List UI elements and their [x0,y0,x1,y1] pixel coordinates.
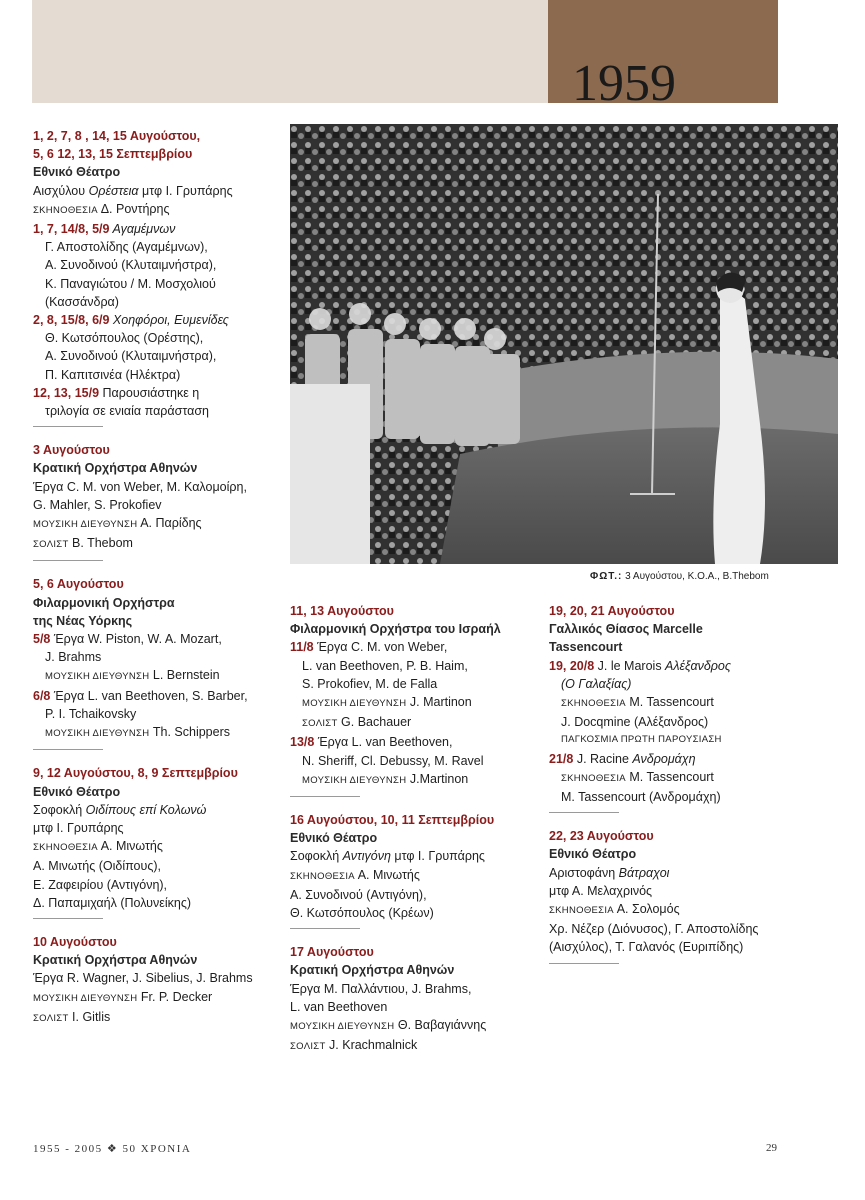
event-date: 16 Αυγούστου, 10, 11 Σεπτεμβρίου [290,813,495,828]
event-performance: 1, 7, 14/8, 5/9 Αγαμέμνων [33,222,176,237]
event-date: 5, 6 Αυγούστου [33,577,124,592]
header-band [32,0,548,103]
event-venue: Γαλλικός Θίασος Marcelle [549,622,703,637]
cast-line: (Κασσάνδρα) [45,294,119,309]
footer-title: 1955 - 2005 ❖ 50 ΧΡΟΝΙΑ [33,1143,192,1155]
cast-line: Α. Συνοδινού (Κλυταιμνήστρα), [45,258,217,273]
event-date: 1, 2, 7, 8 , 14, 15 Αυγούστου, [33,129,201,143]
page-number: 29 [766,1142,777,1154]
event-french-troupe: 19, 20, 21 Αυγούστου Γαλλικός Θίασος Marcelle Tassencourt 19, 20/8 J. le Marois Αλέξανδρος (Ο Γαλαξίας) ΣΚΗΝΟΘΕΣΙΑ M. Tassencourt J. Docqmine (Αλέξανδρος) ΠΑΓΚΟΣΜΙΑ ΠΡΩΤΗ ΠΑΡΟΥΣΙΑΣΗ 21/8 J. Racine Ανδρομάχη ΣΚΗΝΟΘΕΣΙΑ M. Tassencourt M. Tassencourt (Ανδρομάχη) [549,602,839,806]
cast-line: Π. Καπιτσινέα (Ηλέκτρα) [45,367,181,382]
event-performance: 12, 13, 15/9 Παρουσιάστηκε η [33,385,200,400]
event-venue: Φιλαρμονική Ορχήστρα [33,595,175,610]
event-date: 17 Αυγούστου [290,945,374,960]
event-director: ΣΚΗΝΟΘΕΣΙΑ Δ. Ροντήρης [33,201,170,216]
event-state-orchestra-3: 3 Αυγούστου Κρατική Ορχήστρα Αθηνών Έργα C. M. von Weber, Μ. Καλομοίρη, G. Mahler, S. Prokofiev ΜΟΥΣΙΚΗ ΔΙΕΥΘΥΝΣΗ Α. Παρίδης ΣΟΛΙΣΤ B. Thebom [33,441,288,554]
divider [549,963,619,964]
event-date: 3 Αυγούστου [33,443,110,458]
event-venue: Tassencourt [549,640,623,655]
divider [33,560,103,561]
cast-line: Γ. Αποστολίδης (Αγαμέμνων), [45,240,208,255]
event-antigone: 16 Αυγούστου, 10, 11 Σεπτεμβρίου Εθνικό Θέατρο Σοφοκλή Αντιγόνη μτφ Ι. Γρυπάρης ΣΚΗΝΟΘΕΣΙΑ Α. Μινωτής Α. Συνοδινού (Αντιγόνη), Θ. Κωτσόπουλος (Κρέων) [290,811,545,922]
cast-line: Κ. Παναγιώτου / Μ. Μοσχολιού [45,276,216,291]
event-performance: 2, 8, 15/8, 6/9 Χοηφόροι, Ευμενίδες [33,313,229,328]
event-venue: της Νέας Υόρκης [33,613,133,628]
year-title: 1959 [572,55,676,112]
event-venue: Φιλαρμονική Ορχήστρα του Ισραήλ [290,622,501,637]
photo-caption: ΦΩΤ.: 3 Αυγούστου, Κ.Ο.Α., B.Thebom [590,571,769,582]
photo-illustration [290,124,838,564]
event-date: 10 Αυγούστου [33,934,117,949]
event-oresteia [33,127,288,420]
event-venue: Εθνικό Θέατρο [33,784,121,799]
event-date: 22, 23 Αυγούστου [549,829,654,844]
cast-line: Α. Συνοδινού (Κλυταιμνήστρα), [45,349,217,364]
column-left [33,127,288,1034]
divider [549,812,619,813]
event-oedipus: 9, 12 Αυγούστου, 8, 9 Σεπτεμβρίου Εθνικό Θέατρο Σοφοκλή Οιδίπους επί Κολωνώ μτφ Ι. Γρυπάρης ΣΚΗΝΟΘΕΣΙΑ Α. Μινωτής Α. Μινωτής (Οιδίπους), Ε. Ζαφειρίου (Αντιγόνη), Δ. Παπαμιχαήλ (Πολυνείκης) [33,764,288,912]
event-date: 11, 13 Αυγούστου [290,604,394,618]
event-venue: Κρατική Ορχήστρα Αθηνών [290,963,455,978]
event-date: 19, 20, 21 Αυγούστου [549,604,675,618]
event-venue: Εθνικό Θέατρο [290,831,378,846]
event-date: 9, 12 Αυγούστου, 8, 9 Σεπτεμβρίου [33,766,238,781]
event-ny-philharmonic: 5, 6 Αυγούστου Φιλαρμονική Ορχήστρα της Νέας Υόρκης 5/8 Έργα W. Piston, W. A. Mozart, J. Brahms ΜΟΥΣΙΚΗ ΔΙΕΥΘΥΝΣΗ L. Bernstein 6/8 Έργα L. van Beethoven, S. Barber, P. I. Tchaikovsky ΜΟΥΣΙΚΗ ΔΙΕΥΘΥΝΣΗ Th. Schippers [33,575,288,743]
event-venue: Κρατική Ορχήστρα Αθηνών [33,461,198,476]
event-venue: Κρατική Ορχήστρα Αθηνών [33,953,198,968]
divider [33,918,103,919]
event-state-orchestra-10: 10 Αυγούστου Κρατική Ορχήστρα Αθηνών Έργα R. Wagner, J. Sibelius, J. Brahms ΜΟΥΣΙΚΗ ΔΙΕΥΘΥΝΣΗ Fr. P. Decker ΣΟΛΙΣΤ I. Gitlis [33,933,288,1028]
event-state-orchestra-17: 17 Αυγούστου Κρατική Ορχήστρα Αθηνών Έργα Μ. Παλλάντιου, J. Brahms, L. van Beethoven ΜΟΥΣΙΚΗ ΔΙΕΥΘΥΝΣΗ Θ. Βαβαγιάννης ΣΟΛΙΣΤ J. Krachmalnick [290,943,545,1056]
event-israel-philharmonic: 11, 13 Αυγούστου Φιλαρμονική Ορχήστρα του Ισραήλ 11/8 Έργα C. M. von Weber, L. van Beethoven, P. B. Haim, S. Prokofiev, M. de Falla ΜΟΥΣΙΚΗ ΔΙΕΥΘΥΝΣΗ J. Martinon ΣΟΛΙΣΤ G. Bachauer 13/8 Έργα L. van Beethoven, N. Sheriff, Cl. Debussy, M. Ravel ΜΟΥΣΙΚΗ ΔΙΕΥΘΥΝΣΗ J.Martinon [290,602,545,790]
note-line: τριλογία σε ενιαία παράσταση [45,404,210,419]
column-right [549,602,839,978]
event-date: 5, 6 12, 13, 15 Σεπτεμβρίου [33,147,193,162]
divider [33,749,103,750]
column-middle [290,602,545,1062]
event-venue: Εθνικό Θέατρο [549,847,637,862]
concert-photo [290,124,838,564]
divider [33,426,103,427]
event-work: Αισχύλου Ορέστεια μτφ Ι. Γρυπάρης [33,183,233,198]
event-venue: Εθνικό Θέατρο [33,165,121,180]
divider [290,928,360,929]
divider [290,796,360,797]
event-frogs: 22, 23 Αυγούστου Εθνικό Θέατρο Αριστοφάνη Βάτραχοι μτφ Α. Μελαχρινός ΣΚΗΝΟΘΕΣΙΑ Α. Σολομός Χρ. Νέζερ (Διόνυσος), Γ. Αποστολίδης (Αισχύλος), Τ. Γαλανός (Ευριπίδης) [549,827,839,956]
cast-line: Θ. Κωτσόπουλος (Ορέστης), [45,331,204,346]
